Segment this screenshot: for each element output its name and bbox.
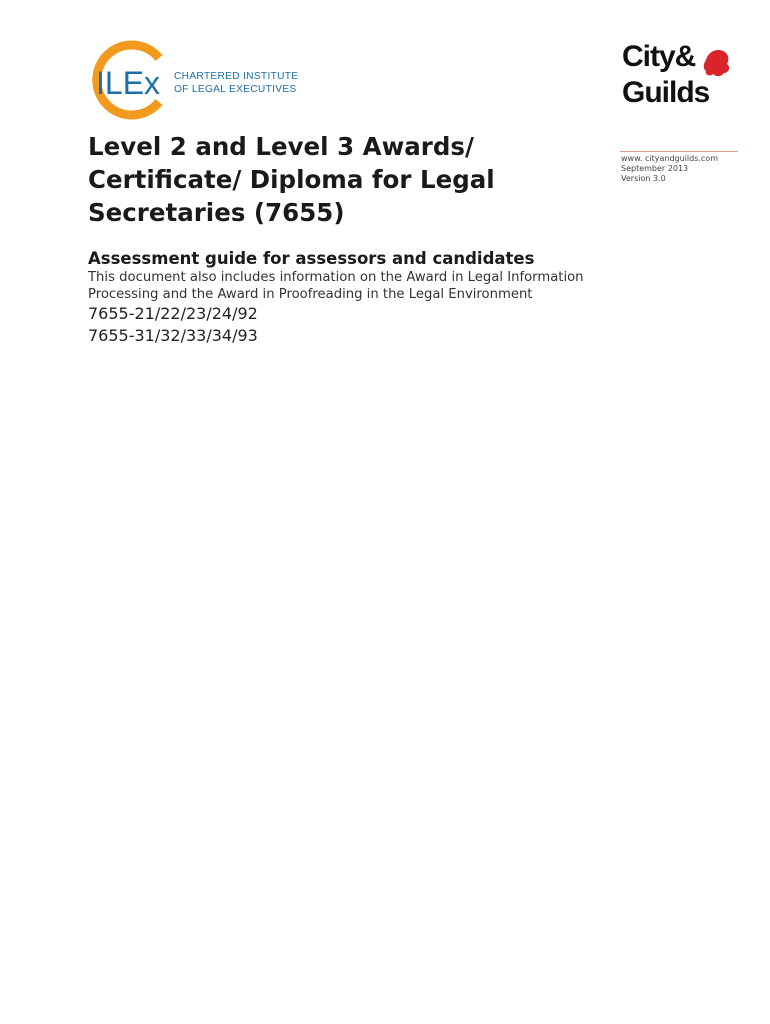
cilex-name-line2: OF LEGAL EXECUTIVES — [174, 84, 297, 95]
red-lion-icon — [704, 50, 729, 76]
version-text: Version 3.0 — [621, 174, 666, 183]
cilex-name-line1: CHARTERED INSTITUTE — [174, 71, 299, 82]
date-text: September 2013 — [621, 164, 689, 173]
website-text: www. cityandguilds.com — [621, 154, 718, 163]
cilex-logo-graphic — [86, 40, 316, 120]
intro-paragraph — [88, 269, 588, 303]
qualification-codes — [88, 303, 258, 347]
cilex-mark-text: ILEx — [96, 65, 161, 101]
intro-line-2: Processing and the Award in Proofreading in the Legal Environment — [88, 287, 533, 302]
city-and-guilds-logo — [620, 36, 732, 108]
document-title — [88, 130, 558, 229]
qualification-code: 7655-21/22/23/24/92 — [88, 304, 258, 323]
meta-divider — [620, 151, 738, 152]
title-line-3: Secretaries (7655) — [88, 198, 345, 227]
document-subtitle: Assessment guide for assessors and candidates — [88, 249, 535, 268]
city-and-guilds-logo-graphic — [620, 36, 732, 108]
document-meta — [621, 154, 751, 184]
title-line-1: Level 2 and Level 3 Awards/ — [88, 132, 474, 161]
city-and-guilds-line2: Guilds — [622, 76, 710, 108]
intro-line-1: This document also includes information on the Award in Legal Information — [88, 270, 584, 285]
city-and-guilds-line1: City& — [622, 40, 696, 73]
qualification-code: 7655-31/32/33/34/93 — [88, 326, 258, 345]
cilex-logo — [86, 40, 316, 120]
title-line-2: Certificate/ Diploma for Legal — [88, 165, 495, 194]
